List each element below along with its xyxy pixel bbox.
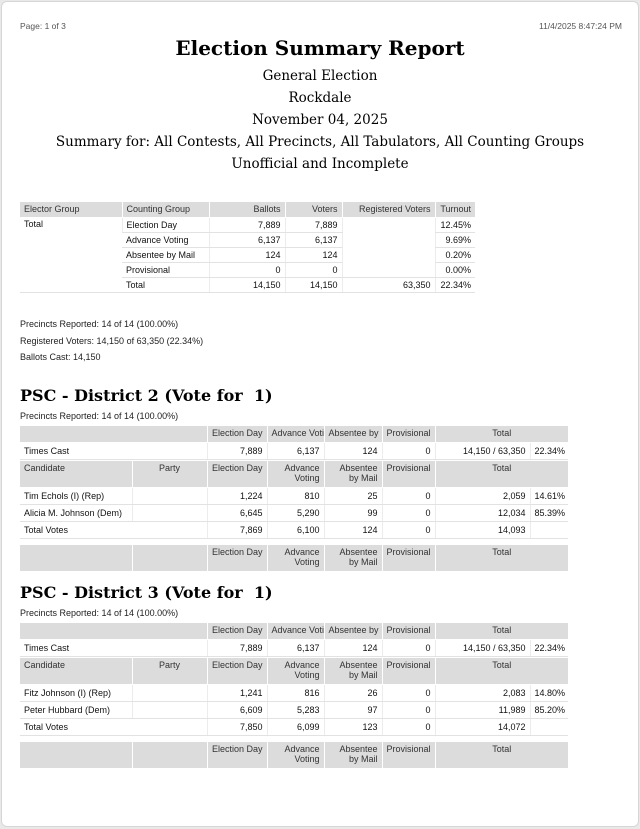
stat-registered-voters: Registered Voters: 14,150 of 63,350 (22.34%) [20, 336, 204, 346]
header-advance-voting: Advance Voting [267, 742, 324, 768]
header-party: Party [132, 461, 207, 487]
report-title: Election Summary Report [175, 36, 465, 60]
header-provisional: Provisional [382, 461, 435, 487]
candidate-percent: 14.80% [530, 684, 568, 701]
header-advance-voting: Advance Voti [267, 623, 324, 639]
times-cast-percent: 22.34% [530, 639, 568, 656]
header-registered-voters: Registered Voters [342, 202, 435, 217]
candidate-advance-voting: 810 [267, 487, 324, 504]
candidate-name: Alicia M. Johnson (Dem) [20, 504, 132, 521]
column-header-bar [20, 742, 568, 769]
turnout-cell: 12.45% [435, 217, 475, 232]
times-cast-provisional: 0 [382, 639, 435, 656]
header-total: Total [435, 426, 568, 442]
candidate-name: Tim Echols (I) (Rep) [20, 487, 132, 504]
elector-group-value: Total [20, 217, 122, 292]
times-cast-advance-voting: 6,137 [267, 442, 324, 459]
candidate-party [132, 684, 207, 701]
times-cast-total: 14,150 / 63,350 [435, 639, 530, 656]
candidate-total: 2,059 [435, 487, 530, 504]
header-absentee-by-mail: Absentee by [324, 623, 382, 639]
header-provisional: Provisional [382, 426, 435, 442]
contest-precincts: Precincts Reported: 14 of 14 (100.00%) [20, 411, 179, 421]
page-number: Page: 1 of 3 [20, 21, 66, 31]
candidate-total: 2,083 [435, 684, 530, 701]
total-votes-advance-voting: 6,100 [267, 521, 324, 538]
stat-precincts-reported: Precincts Reported: 14 of 14 (100.00%) [20, 319, 179, 329]
turnout-cell: 0.20% [435, 247, 475, 262]
candidate-absentee: 99 [324, 504, 382, 521]
total-votes-absentee: 124 [324, 521, 382, 538]
header-provisional: Provisional [382, 545, 435, 571]
turnout-cell: 9.69% [435, 232, 475, 247]
candidate-provisional: 0 [382, 487, 435, 504]
header-election-day: Election Day [207, 545, 267, 571]
candidate-name: Peter Hubbard (Dem) [20, 701, 132, 718]
times-cast-label: Times Cast [20, 442, 207, 459]
header-total: Total [435, 461, 568, 487]
total-votes-absentee: 123 [324, 718, 382, 735]
candidate-provisional: 0 [382, 684, 435, 701]
header-election-day: Election Day [207, 426, 267, 442]
candidate-advance-voting: 5,290 [267, 504, 324, 521]
header-total: Total [435, 742, 568, 768]
total-votes-election-day: 7,850 [207, 718, 267, 735]
counting-group-cell: Advance Voting [122, 232, 209, 247]
candidate-election-day: 1,224 [207, 487, 267, 504]
header-provisional: Provisional [382, 742, 435, 768]
total-votes-provisional: 0 [382, 718, 435, 735]
header-election-day: Election Day [207, 742, 267, 768]
candidate-absentee: 26 [324, 684, 382, 701]
header-election-day: Election Day [207, 658, 267, 684]
turnout-total-cell: 22.34% [435, 277, 475, 292]
header-provisional: Provisional [382, 623, 435, 639]
total-votes-provisional: 0 [382, 521, 435, 538]
candidate-total: 11,989 [435, 701, 530, 718]
candidate-advance-voting: 5,283 [267, 701, 324, 718]
voters-cell: 124 [285, 247, 342, 262]
empty-header-cell [20, 426, 207, 442]
candidate-party [132, 504, 207, 521]
candidate-advance-voting: 816 [267, 684, 324, 701]
times-cast-total: 14,150 / 63,350 [435, 442, 530, 459]
header-elector-group: Elector Group [20, 202, 122, 217]
header-provisional: Provisional [382, 658, 435, 684]
candidate-table [20, 658, 568, 736]
contest-heading: PSC - District 2 (Vote for 1) [20, 386, 273, 405]
county-name: Rockdale [288, 90, 352, 106]
header-absentee-by-mail: Absentee by Mail [324, 545, 382, 571]
candidate-election-day: 6,645 [207, 504, 267, 521]
total-votes-election-day: 7,869 [207, 521, 267, 538]
candidate-absentee: 97 [324, 701, 382, 718]
header-absentee-by-mail: Absentee by Mail [324, 658, 382, 684]
ballots-cell: 0 [209, 262, 285, 277]
candidate-party [132, 487, 207, 504]
header-total: Total [435, 623, 568, 639]
times-cast-provisional: 0 [382, 442, 435, 459]
election-type: General Election [262, 68, 378, 84]
total-votes-label: Total Votes [20, 521, 207, 538]
contest-heading: PSC - District 3 (Vote for 1) [20, 583, 273, 602]
empty-header-cell [20, 623, 207, 639]
candidate-total: 12,034 [435, 504, 530, 521]
candidate-table [20, 461, 568, 539]
empty-header-cell [132, 545, 207, 571]
header-party: Party [132, 658, 207, 684]
total-votes-percent-empty [530, 521, 568, 538]
candidate-provisional: 0 [382, 701, 435, 718]
header-voters: Voters [285, 202, 342, 217]
ballots-cell: 6,137 [209, 232, 285, 247]
candidate-election-day: 6,609 [207, 701, 267, 718]
candidate-name: Fitz Johnson (I) (Rep) [20, 684, 132, 701]
candidate-party [132, 701, 207, 718]
candidate-percent: 85.20% [530, 701, 568, 718]
voters-cell: 7,889 [285, 217, 342, 232]
header-election-day: Election Day [207, 461, 267, 487]
counting-group-total-cell: Total [122, 277, 209, 292]
times-cast-absentee: 124 [324, 639, 382, 656]
report-timestamp: 11/4/2025 8:47:24 PM [538, 21, 622, 31]
turnout-cell: 0.00% [435, 262, 475, 277]
times-cast-election-day: 7,889 [207, 639, 267, 656]
registered-voters-total-cell: 63,350 [342, 277, 435, 292]
voters-total-cell: 14,150 [285, 277, 342, 292]
counting-group-cell: Absentee by Mail [122, 247, 209, 262]
ballots-total-cell: 14,150 [209, 277, 285, 292]
ballots-cell: 124 [209, 247, 285, 262]
voters-cell: 6,137 [285, 232, 342, 247]
total-votes-advance-voting: 6,099 [267, 718, 324, 735]
empty-header-cell [20, 545, 132, 571]
total-votes-percent-empty [530, 718, 568, 735]
header-counting-group: Counting Group [122, 202, 209, 217]
header-turnout: Turnout [435, 202, 475, 217]
header-advance-voting: Advance Voting [267, 658, 324, 684]
stat-ballots-cast: Ballots Cast: 14,150 [20, 352, 101, 362]
candidate-percent: 85.39% [530, 504, 568, 521]
candidate-provisional: 0 [382, 504, 435, 521]
header-advance-voting: Advance Voting [267, 461, 324, 487]
header-absentee-by-mail: Absentee by Mail [324, 742, 382, 768]
times-cast-label: Times Cast [20, 639, 207, 656]
voters-cell: 0 [285, 262, 342, 277]
total-votes-label: Total Votes [20, 718, 207, 735]
header-absentee-by-mail: Absentee by [324, 426, 382, 442]
empty-header-cell [132, 742, 207, 768]
header-total: Total [435, 545, 568, 571]
times-cast-table [20, 426, 568, 460]
empty-header-cell [20, 742, 132, 768]
candidate-absentee: 25 [324, 487, 382, 504]
total-votes-total: 14,093 [435, 521, 530, 538]
header-ballots: Ballots [209, 202, 285, 217]
counting-group-cell: Election Day [122, 217, 209, 232]
header-total: Total [435, 658, 568, 684]
counting-group-cell: Provisional [122, 262, 209, 277]
times-cast-election-day: 7,889 [207, 442, 267, 459]
contest-precincts: Precincts Reported: 14 of 14 (100.00%) [20, 608, 179, 618]
header-absentee-by-mail: Absentee by Mail [324, 461, 382, 487]
times-cast-absentee: 124 [324, 442, 382, 459]
times-cast-percent: 22.34% [530, 442, 568, 459]
column-header-bar [20, 545, 568, 572]
header-candidate: Candidate [20, 658, 132, 684]
election-date: November 04, 2025 [252, 112, 388, 128]
times-cast-table [20, 623, 568, 657]
header-advance-voting: Advance Voting [267, 545, 324, 571]
elector-group-table [20, 202, 475, 293]
report-page [1, 1, 639, 827]
ballots-cell: 7,889 [209, 217, 285, 232]
total-votes-total: 14,072 [435, 718, 530, 735]
candidate-election-day: 1,241 [207, 684, 267, 701]
title-block [2, 36, 638, 175]
header-election-day: Election Day [207, 623, 267, 639]
header-advance-voting: Advance Voti [267, 426, 324, 442]
times-cast-advance-voting: 6,137 [267, 639, 324, 656]
header-candidate: Candidate [20, 461, 132, 487]
candidate-percent: 14.61% [530, 487, 568, 504]
report-status: Unofficial and Incomplete [231, 156, 409, 172]
summary-scope: Summary for: All Contests, All Precincts, All Tabulators, All Counting Groups [55, 134, 585, 150]
registered-voters-empty-cell [342, 217, 435, 277]
